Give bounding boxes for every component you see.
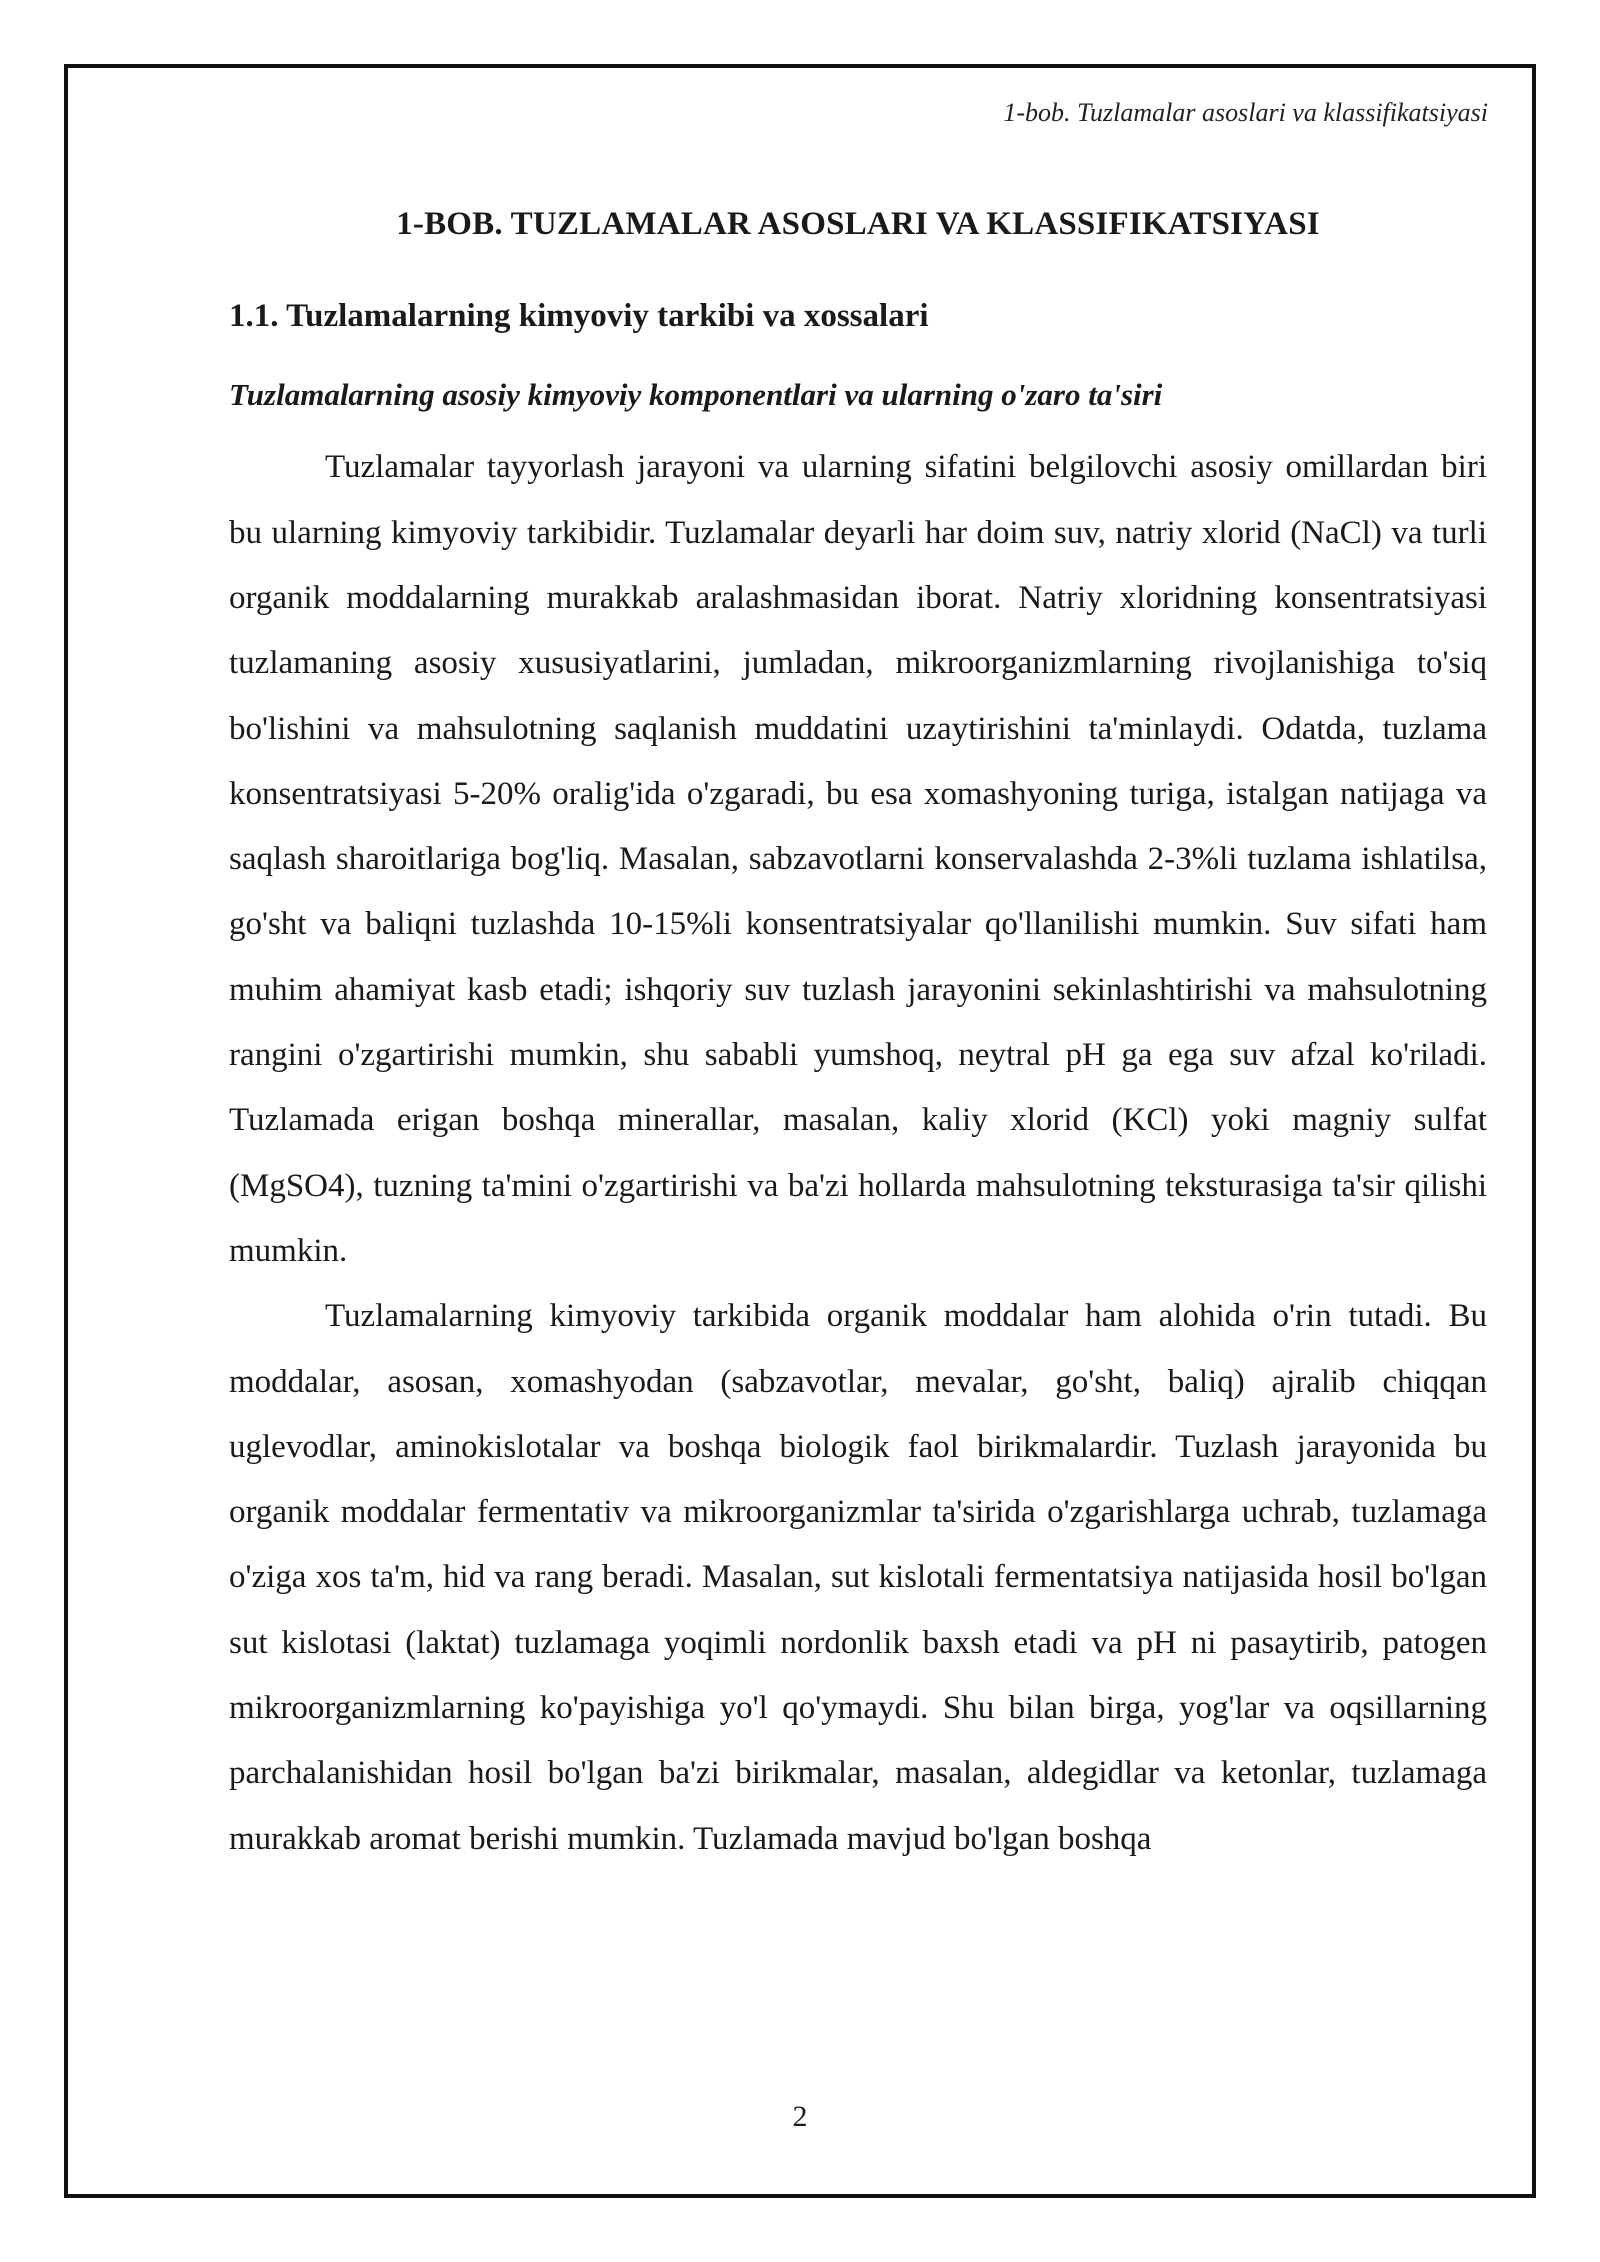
body-paragraph-1: Tuzlamalar tayyorlash jarayoni va ularning sifatini belgilovchi asosiy omillardan biri bu ularning kimyoviy tarkibidir. Tuzlamalar deyarli har doim suv, natriy xlorid (NaCl) va turli organik moddalarning murakkab aralashmasidan iborat. Natriy xloridning konsentratsiyasi tuzlamaning asosiy xususiyatlarini, jumladan, mikroorganizmlarning rivojlanishiga to'siq bo'lishini va mahsulotning saqlanish muddatini uzaytirishini ta'minlaydi. Odatda, tuzlama konsentratsiyasi 5-20% oralig'ida o'zgaradi, bu esa xomashyoning turiga, istalgan natijaga va saqlash sharoitlariga bog'liq. Masalan, sabzavotlarni konservalashda 2-3%li tuzlama ishlatilsa, go'sht va baliqni tuzlashda 10-15%li konsentratsiyalar qo'llanilishi mumkin. Suv sifati ham muhim ahamiyat kasb etadi; ishqoriy suv tuzlash jarayonini sekinlashtirishi va mahsulotning rangini o'zgartirishi mumkin, shu sababli yumshoq, neytral pH ga ega suv afzal ko'riladi. Tuzlamada erigan boshqa minerallar, masalan, kaliy xlorid (KCl) yoki magniy sulfat (MgSO4), tuzning ta'mini o'zgartirishi va ba'zi hollarda mahsulotning teksturasiga ta'sir qilishi mumkin.: [229, 449, 1487, 1269]
running-header: 1-bob. Tuzlamalar asoslari va klassifikatsiyasi: [1003, 98, 1488, 127]
body-paragraph-2: Tuzlamalarning kimyoviy tarkibida organik moddalar ham alohida o'rin tutadi. Bu moddalar, asosan, xomashyodan (sabzavotlar, mevalar, go'sht, baliq) ajralib chiqqan uglevodlar, aminokislotalar va boshqa biologik faol birikmalardir. Tuzlash jarayonida bu organik moddalar fermentativ va mikroorganizmlar ta'sirida o'zgarishlarga uchrab, tuzlamaga o'ziga xos ta'm, hid va rang beradi. Masalan, sut kislotali fermentatsiya natijasida hosil bo'lgan sut kislotasi (laktat) tuzlamaga yoqimli nordonlik baxsh etadi va pH ni pasaytirib, patogen mikroorganizmlarning ko'payishiga yo'l qo'ymaydi. Shu bilan birga, yog'lar va oqsillarning parchalanishidan hosil bo'lgan ba'zi birikmalar, masalan, aldegidlar va ketonlar, tuzlamaga murakkab aromat berishi mumkin. Tuzlamada mavjud bo'lgan boshqa: [229, 1298, 1487, 1857]
page-number: 2: [792, 2100, 808, 2133]
document-body: [229, 205, 1487, 1872]
subsection-title: Tuzlamalarning asosiy kimyoviy komponentlari va ularning o'zaro ta'siri: [229, 377, 1163, 413]
chapter-title: 1-BOB. TUZLAMALAR ASOSLARI VA KLASSIFIKATSIYASI: [396, 206, 1320, 242]
section-title: 1.1. Tuzlamalarning kimyoviy tarkibi va xossalari: [229, 297, 929, 334]
